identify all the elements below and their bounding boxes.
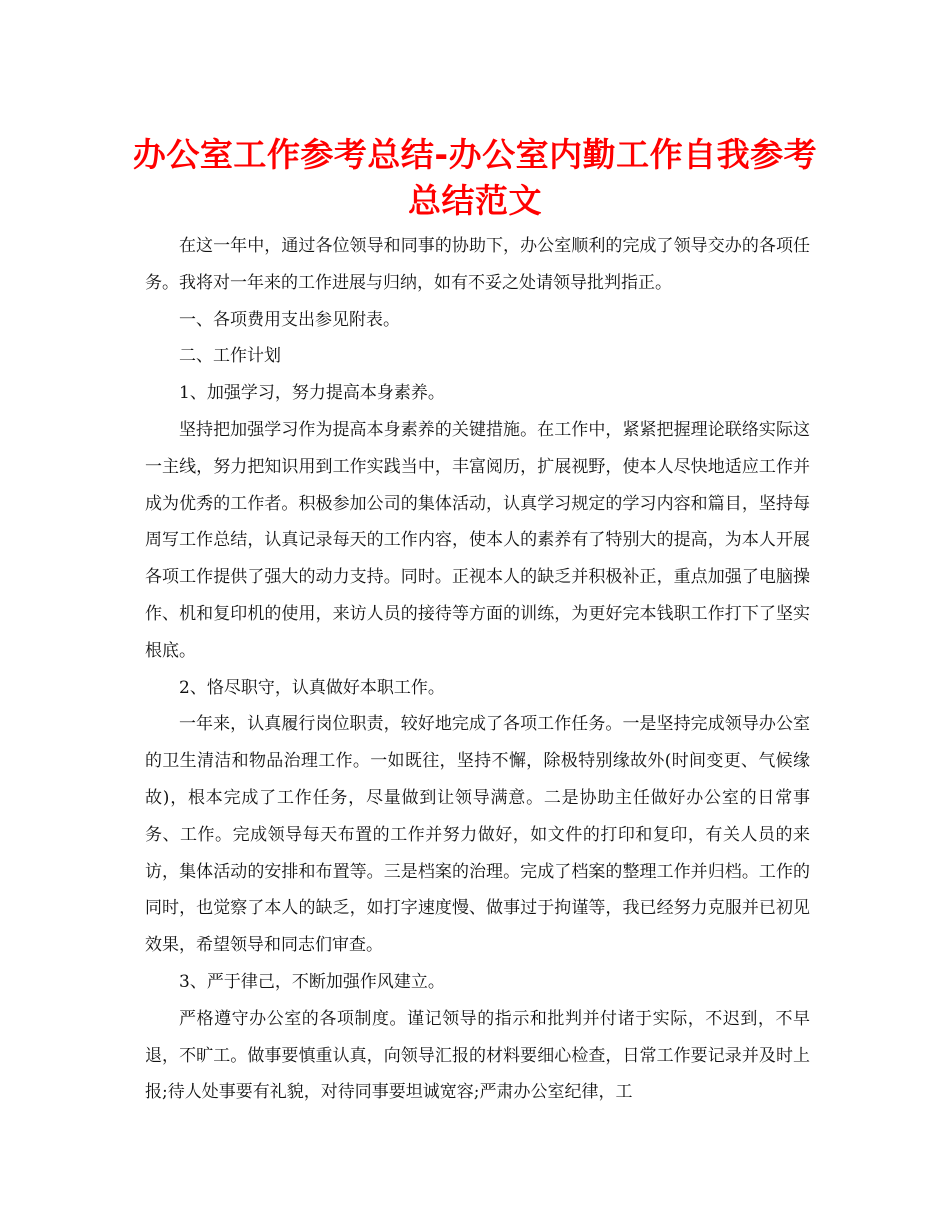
subheading-study: 1、加强学习，努力提高本身素养。 [179, 383, 445, 404]
paragraph-duty: 一年来，认真履行岗位职责，较好地完成了各项工作任务。一是坚持完成领导办公室的卫生清洁和物品治理工作。一如既往，坚持不懈，除极特别缘故外(时间变更、气候缘故)，根本完成了工作任务，尽量做到让领导满意。二是协助主任做好办公室的日常事务、工作。完成领导每天布置的工作并努力做好，如文件的打印和复印，有关人员的来访，集体活动的安排和布置等。三是档案的治理。完成了档案的整理工作并归档。工作的同时，也觉察了本人的缺乏，如打字速度慢、做事过于拘谨等，我已经努力克服并已初见效果，希望领导和同志们审查。 [145, 714, 810, 956]
document-title: 办公室工作参考总结-办公室内勤工作自我参考总结范文 [132, 135, 818, 220]
subheading-discipline: 3、严于律己，不断加强作风建立。 [179, 971, 445, 992]
paragraph-study: 坚持把加强学习作为提高本身素养的关键措施。在工作中，紧紧把握理论联络实际这一主线，努力把知识用到工作实践当中，丰富阅历，扩展视野，使本人尽快地适应工作并成为优秀的工作者。积极参加公司的集体活动，认真学习规定的学习内容和篇目，坚持每周写工作总结，认真记录每天的工作内容，使本人的素养有了特别大的提高，为本人开展各项工作提供了强大的动力支持。同时。正视本人的缺乏并积极补正，重点加强了电脑操作、机和复印机的使用，来访人员的接待等方面的训练，为更好完本钱职工作打下了坚实根底。 [145, 419, 810, 661]
document-body [145, 228, 810, 1111]
paragraph-expenses: 一、各项费用支出参见附表。 [179, 309, 400, 330]
paragraph-intro: 在这一年中，通过各位领导和同事的协助下，办公室顺利的完成了领导交办的各项任务。我将对一年来的工作进展与归纳，如有不妥之处请领导批判指正。 [145, 236, 810, 293]
section-heading-work-plan: 二、工作计划 [179, 346, 281, 367]
paragraph-discipline: 严格遵守办公室的各项制度。谨记领导的指示和批判并付诸于实际，不迟到，不早退，不旷工。做事要慎重认真，向领导汇报的材料要细心检查，日常工作要记录并及时上报;待人处事要有礼貌，对待同事要坦诚宽容;严肃办公室纪律，工 [145, 1008, 810, 1103]
subheading-duty: 2、恪尽职守，认真做好本职工作。 [179, 677, 445, 698]
